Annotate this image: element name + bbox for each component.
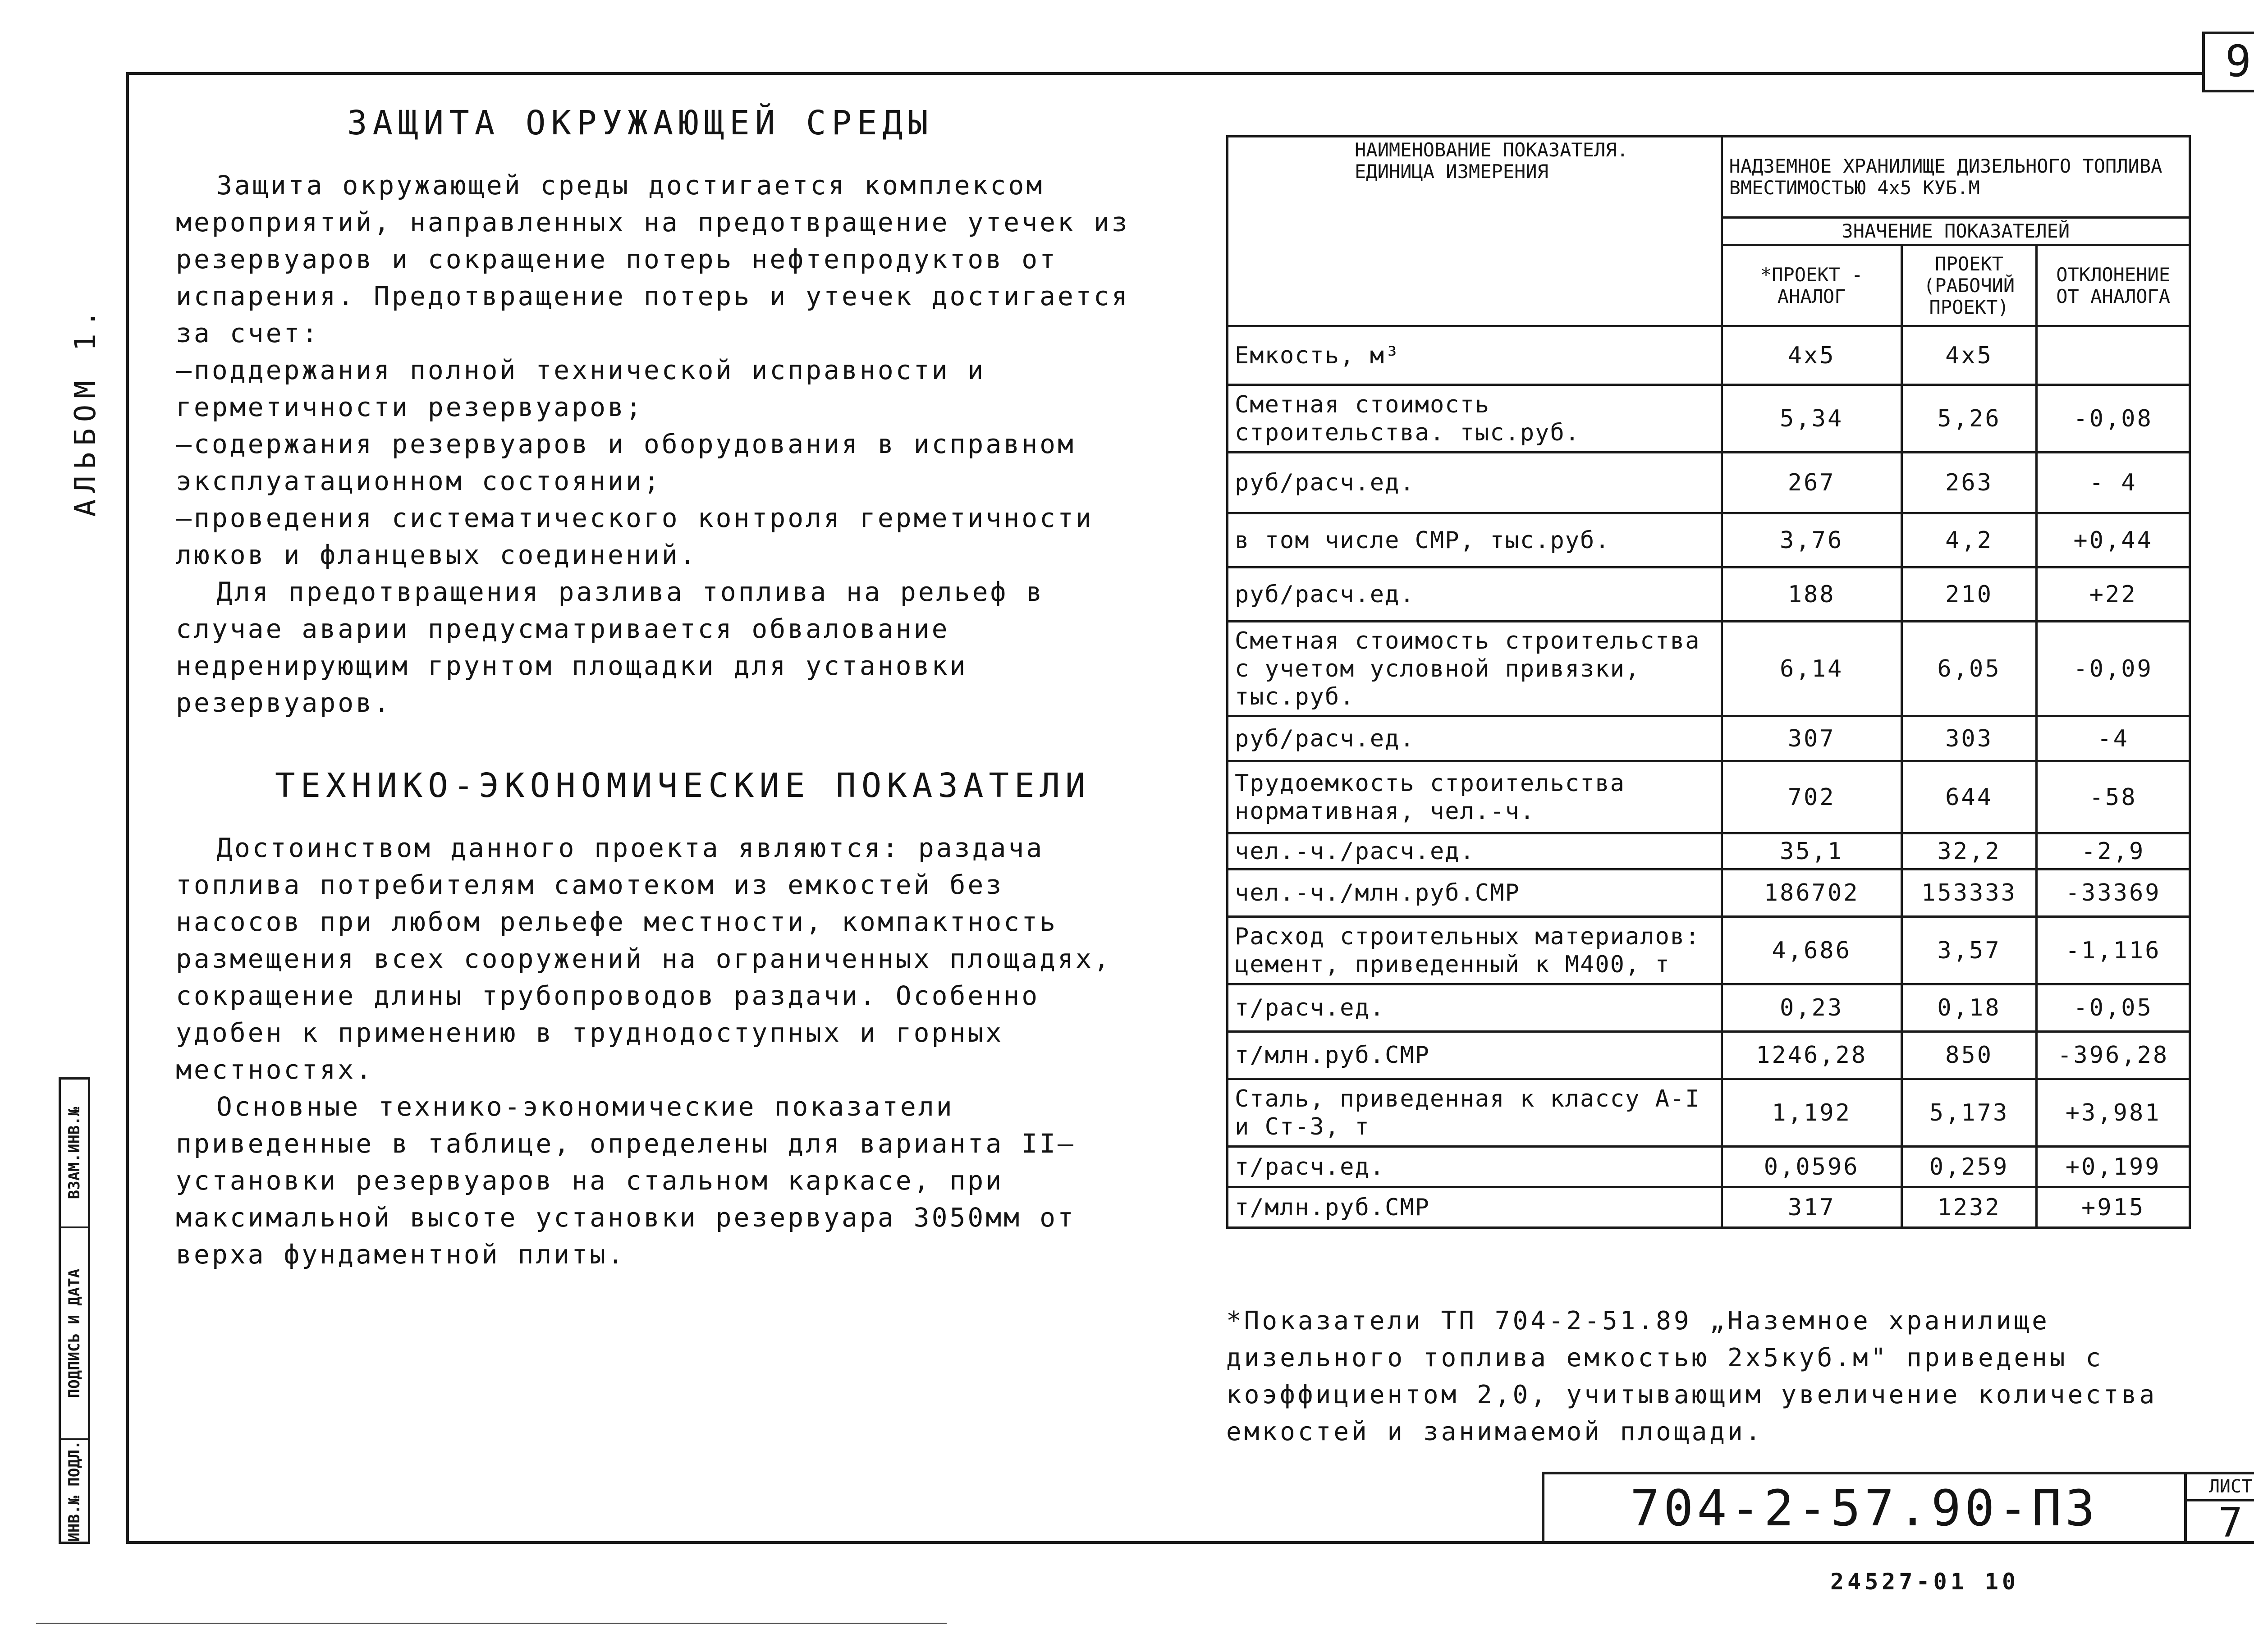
corner-page-number: 9 (2202, 32, 2254, 92)
row-project: 6,05 (1901, 622, 2037, 716)
row-label: чел.-ч./млн.руб.СМР (1228, 869, 1722, 917)
row-label: руб/расч.ед. (1228, 716, 1722, 761)
row-label: в том числе СМР, тыс.руб. (1228, 513, 1722, 567)
row-dev: +0,199 (2037, 1147, 2190, 1187)
scan-edge-line (36, 1623, 947, 1624)
table-row (1228, 1187, 2190, 1228)
row-dev: -396,28 (2037, 1032, 2190, 1079)
table-row (1228, 761, 2190, 833)
document-code: 704-2-57.90-ПЗ (1542, 1472, 2184, 1544)
row-dev: -4 (2037, 716, 2190, 761)
table-row (1228, 869, 2190, 917)
table-row (1228, 1079, 2190, 1147)
row-label: руб/расч.ед. (1228, 453, 1722, 513)
row-analog: 1246,28 (1722, 1032, 1901, 1079)
row-dev (2037, 326, 2190, 385)
row-project: 4х5 (1901, 326, 2037, 385)
header-name: НАИМЕНОВАНИЕ ПОКАЗАТЕЛЯ. ЕДИНИЦА ИЗМЕРЕНИЯ (1228, 137, 1722, 326)
row-analog: 1,192 (1722, 1079, 1901, 1147)
row-dev: -58 (2037, 761, 2190, 833)
row-label: Емкость, м³ (1228, 326, 1722, 385)
row-analog: 35,1 (1722, 833, 1901, 869)
row-project: 5,173 (1901, 1079, 2037, 1147)
row-dev: +22 (2037, 567, 2190, 622)
row-label: т/млн.руб.СМР (1228, 1032, 1722, 1079)
table-row (1228, 567, 2190, 622)
row-label: Расход строительных материалов: цемент, приведенный к М400, т (1228, 917, 1722, 984)
row-project: 303 (1901, 716, 2037, 761)
row-analog: 0,0596 (1722, 1147, 1901, 1187)
table-row (1228, 1147, 2190, 1187)
section1-body (176, 167, 1145, 721)
row-analog: 4,686 (1722, 917, 1901, 984)
row-analog: 702 (1722, 761, 1901, 833)
table-body (1228, 326, 2190, 1228)
row-analog: 267 (1722, 453, 1901, 513)
row-dev: - 4 (2037, 453, 2190, 513)
bottom-code: 24527-01 10 (1830, 1569, 2020, 1595)
row-dev: +0,44 (2037, 513, 2190, 567)
header-values: ЗНАЧЕНИЕ ПОКАЗАТЕЛЕЙ (1722, 218, 2190, 245)
row-label: чел.-ч./расч.ед. (1228, 833, 1722, 869)
table-row (1228, 622, 2190, 716)
paragraph: Достоинством данного проекта являются: раздача топлива потребителям самотеком из емкостей без насосов при любом рельефе местности, компактность размещения всех сооружений на ограниченных площадях, сокращение длины трубопроводов раздачи. Особенно удобен к применению в труднодоступных и горных местностях. (176, 833, 1112, 1085)
header-project: ПРОЕКТ (РАБОЧИЙ ПРОЕКТ) (1901, 245, 2037, 326)
row-label: руб/расч.ед. (1228, 567, 1722, 622)
row-dev: +915 (2037, 1187, 2190, 1228)
paragraph: —проведения систематического контроля герметичности люков и фланцевых соединений. (176, 503, 1094, 570)
row-analog: 307 (1722, 716, 1901, 761)
table-row (1228, 833, 2190, 869)
paragraph: Для предотвращения разлива топлива на рельеф в случае аварии предусматривается обвалование недренирующим грунтом площадки для установки резервуаров. (176, 577, 1045, 718)
stamp-podpis-data: ПОДПИСЬ И ДАТА (61, 1228, 88, 1440)
row-project: 32,2 (1901, 833, 2037, 869)
row-dev: -0,08 (2037, 385, 2190, 453)
album-label: АЛЬБОМ 1. (69, 303, 102, 517)
table-row (1228, 453, 2190, 513)
row-label: т/расч.ед. (1228, 1147, 1722, 1187)
stamp-vzam-inv: ВЗАМ.ИНВ.№ (61, 1080, 88, 1228)
table-row (1228, 385, 2190, 453)
row-project: 1232 (1901, 1187, 2037, 1228)
stamp-inv-podl: ИНВ.№ ПОДЛ. (65, 1440, 83, 1542)
row-project: 3,57 (1901, 917, 2037, 984)
row-label: т/млн.руб.СМР (1228, 1187, 1722, 1228)
row-dev: -0,05 (2037, 984, 2190, 1032)
paragraph: Защита окружающей среды достигается комплексом мероприятий, направленных на предотвращение утечек из резервуаров и сокращение потерь нефтепродуктов от испарения. Предотвращение потерь и утечек достигается за счет: (176, 170, 1130, 348)
table-row (1228, 716, 2190, 761)
row-analog: 186702 (1722, 869, 1901, 917)
row-analog: 188 (1722, 567, 1901, 622)
paragraph: Основные технико-экономические показатели приведенные в таблице, определены для варианта II–установки резервуаров на стальном каркасе, при максимальной высоте установки резервуара 3050мм от верха фундаментной плиты. (176, 1091, 1076, 1270)
table-row (1228, 326, 2190, 385)
section1-title: ЗАЩИТА ОКРУЖАЮЩЕЙ СРЕДЫ (347, 104, 934, 142)
row-analog: 6,14 (1722, 622, 1901, 716)
row-project: 0,259 (1901, 1147, 2037, 1187)
row-project: 644 (1901, 761, 2037, 833)
stamp-column (59, 1077, 90, 1544)
row-project: 153333 (1901, 869, 2037, 917)
row-project: 850 (1901, 1032, 2037, 1079)
sheet-box (2184, 1472, 2254, 1547)
indicators-table (1226, 135, 2191, 1229)
row-label: Трудоемкость строительства нормативная, чел.-ч. (1228, 761, 1722, 833)
row-analog: 5,34 (1722, 385, 1901, 453)
row-analog: 3,76 (1722, 513, 1901, 567)
row-label: Сталь, приведенная к классу А-I и Ст-3, т (1228, 1079, 1722, 1147)
header-deviation: ОТКЛОНЕНИЕ ОТ АНАЛОГА (2037, 245, 2190, 326)
header-object: НАДЗЕМНОЕ ХРАНИЛИЩЕ ДИЗЕЛЬНОГО ТОПЛИВА ВМЕСТИМОСТЬЮ 4х5 КУБ.М (1722, 137, 2190, 218)
paragraph: —поддержания полной технической исправности и герметичности резервуаров; (176, 355, 986, 422)
row-project: 5,26 (1901, 385, 2037, 453)
section2-title: ТЕХНИКО-ЭКОНОМИЧЕСКИЕ ПОКАЗАТЕЛИ (275, 766, 1091, 805)
row-analog: 4х5 (1722, 326, 1901, 385)
paragraph: —содержания резервуаров и оборудования в исправном эксплуатационном состоянии; (176, 429, 1076, 496)
footnote: *Показатели ТП 704-2-51.89 „Наземное хранилище дизельного топлива емкостью 2х5куб.м" приведены с коэффициентом 2,0, учитывающим увеличение количества емкостей и занимаемой площади. (1226, 1306, 2158, 1446)
header-analog: *ПРОЕКТ - АНАЛОГ (1722, 245, 1901, 326)
table-row (1228, 984, 2190, 1032)
row-analog: 0,23 (1722, 984, 1901, 1032)
table-row (1228, 917, 2190, 984)
row-dev: +3,981 (2037, 1079, 2190, 1147)
row-dev: -1,116 (2037, 917, 2190, 984)
row-project: 263 (1901, 453, 2037, 513)
row-label: Сметная стоимость строительства с учетом условной привязки, тыс.руб. (1228, 622, 1722, 716)
row-project: 0,18 (1901, 984, 2037, 1032)
row-analog: 317 (1722, 1187, 1901, 1228)
table-row (1228, 513, 2190, 567)
table-row (1228, 1032, 2190, 1079)
row-project: 210 (1901, 567, 2037, 622)
section2-body (176, 829, 1145, 1273)
row-dev: -0,09 (2037, 622, 2190, 716)
row-dev: -2,9 (2037, 833, 2190, 869)
row-label: т/расч.ед. (1228, 984, 1722, 1032)
row-project: 4,2 (1901, 513, 2037, 567)
row-label: Сметная стоимость строительства. тыс.руб. (1228, 385, 1722, 453)
row-dev: -33369 (2037, 869, 2190, 917)
sheet-label: ЛИСТ (2187, 1474, 2254, 1501)
sheet-number: 7 (2218, 1499, 2243, 1547)
